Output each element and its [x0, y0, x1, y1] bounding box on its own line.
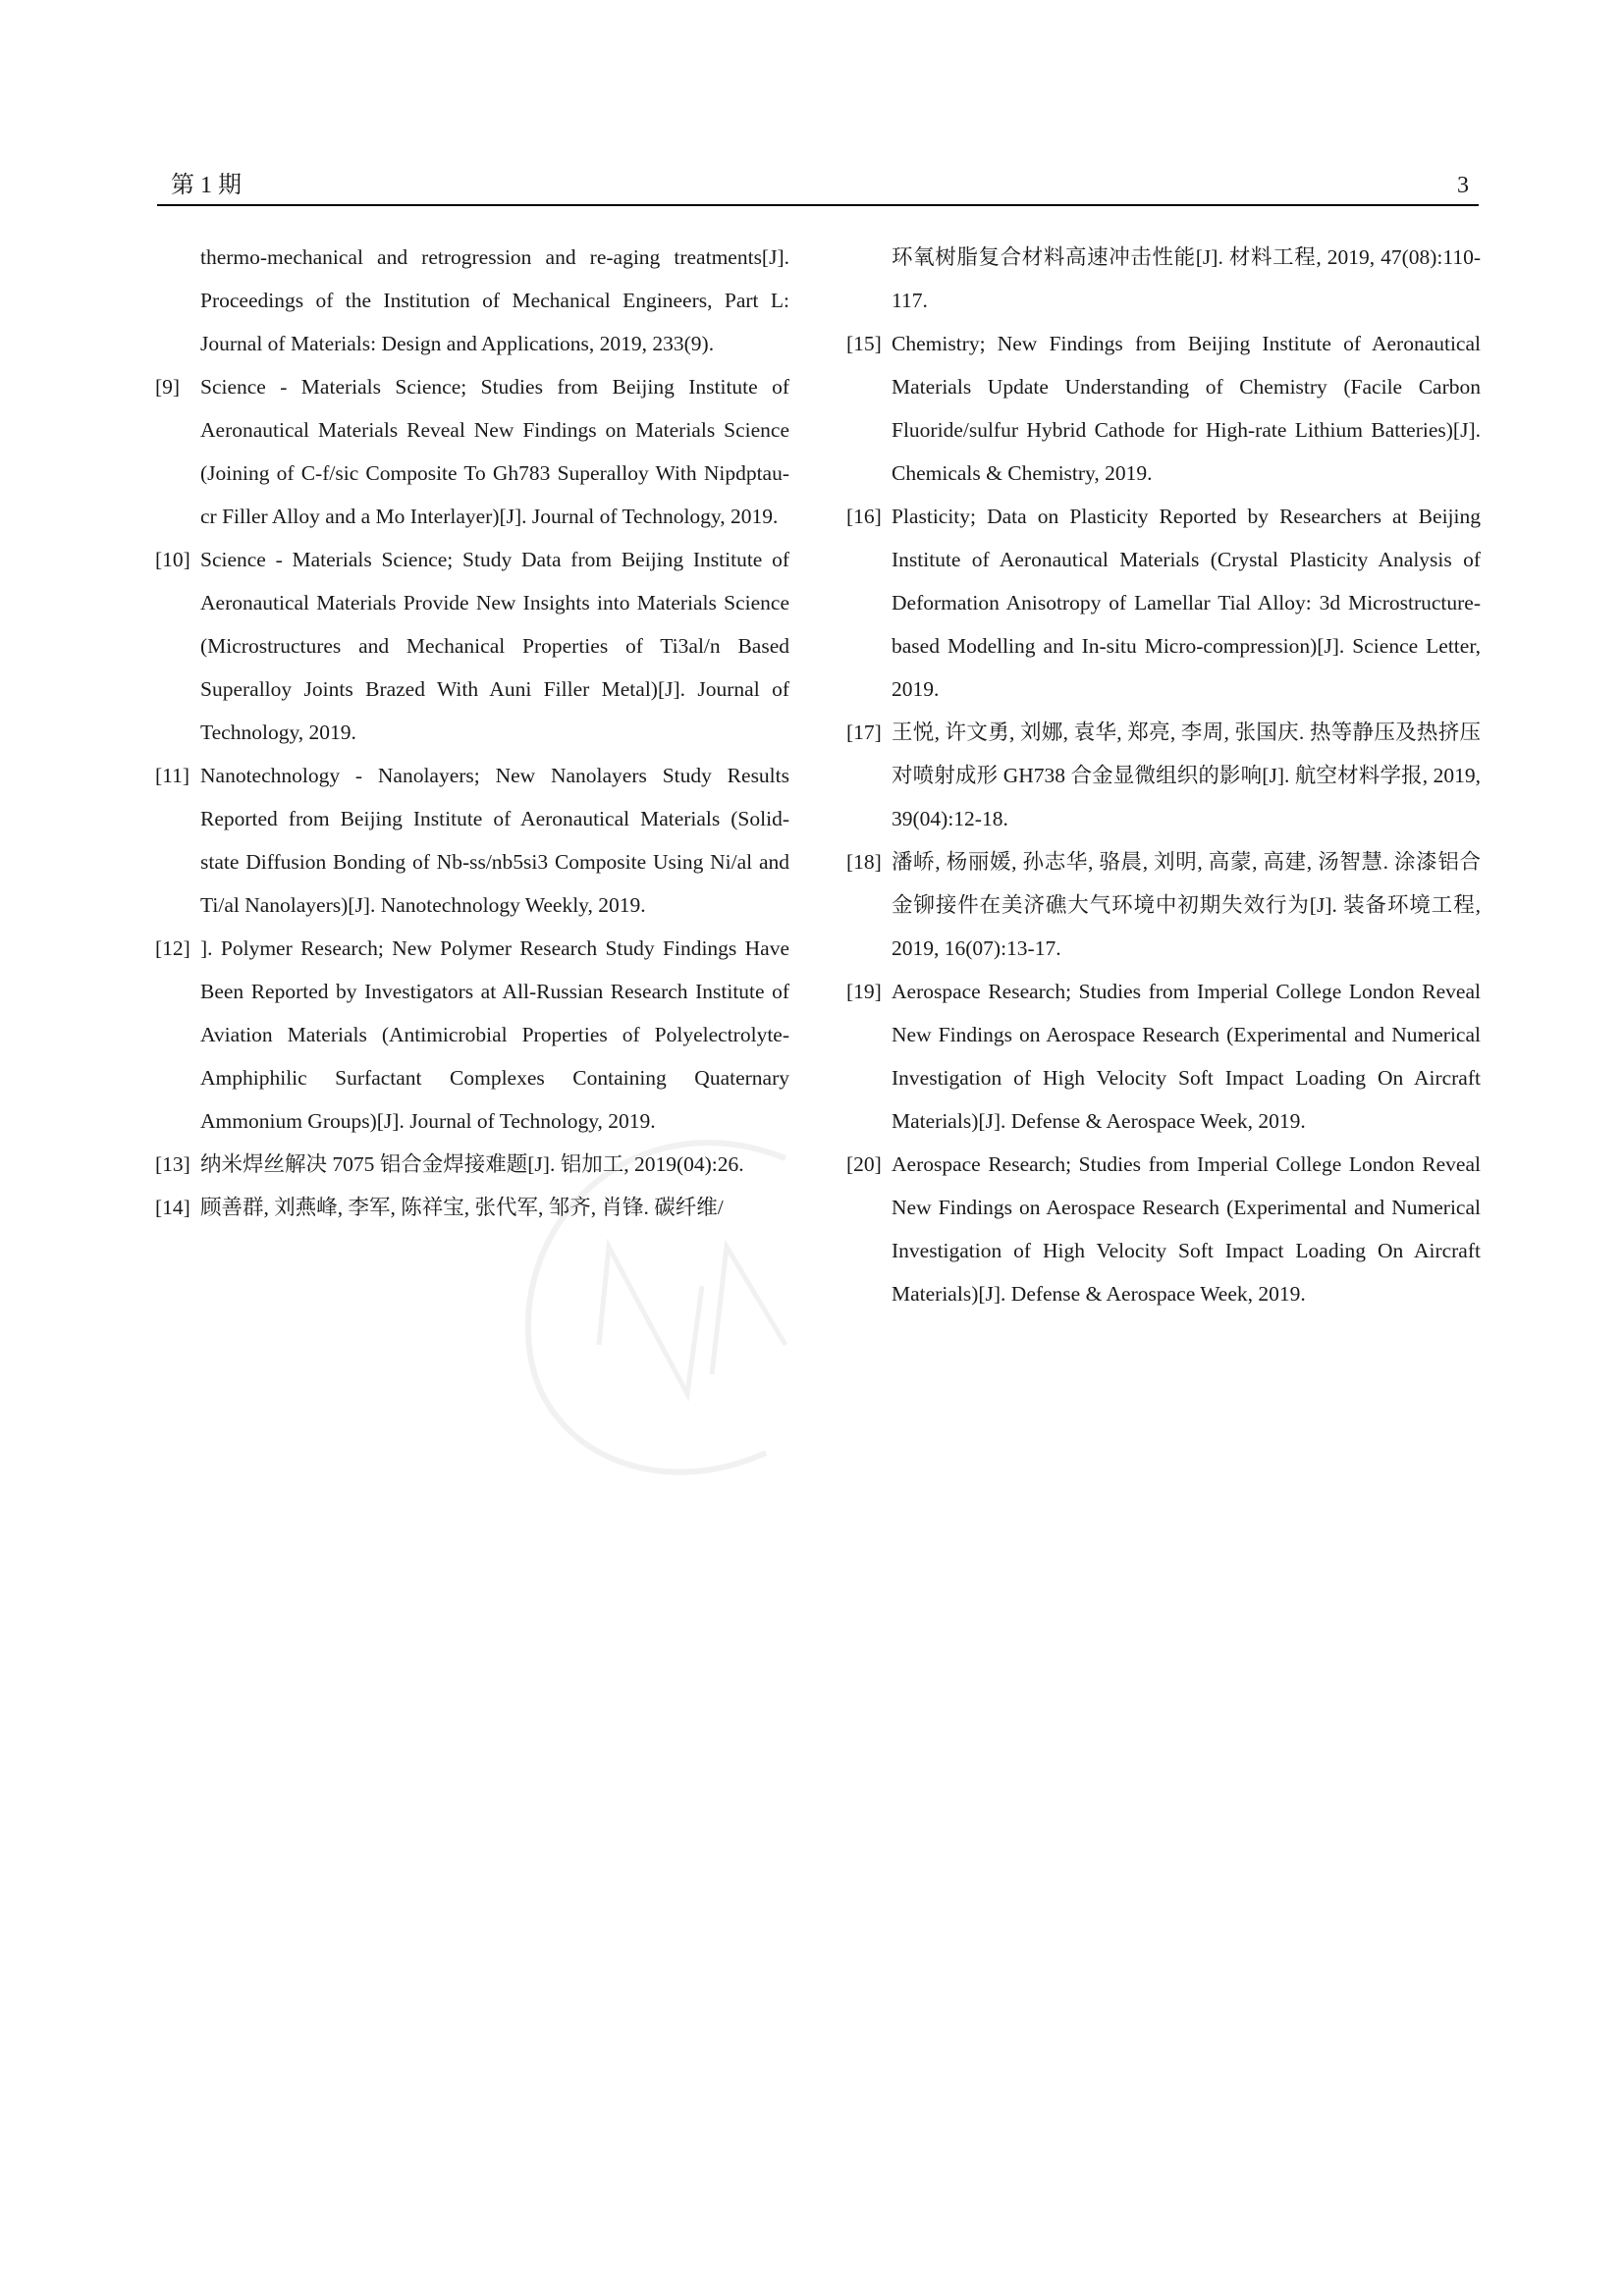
reference-item [846, 970, 1481, 1143]
reference-number: [15] [846, 332, 882, 355]
reference-continuation [846, 236, 1481, 322]
reference-text: Science - Materials Science; Studies from Beijing Institute of Aeronautical Materials Reveal New Findings on Materials Science (Joining of C-f/sic Composite To Gh783 Superalloy With Nipdptau-cr Filler Alloy and a Mo Interlayer)[J]. Journal of Technology, 2019. [200, 375, 789, 528]
reference-text: 顾善群, 刘燕峰, 李军, 陈祥宝, 张代军, 邹齐, 肖锋. 碳纤维/ [200, 1196, 724, 1219]
reference-item [846, 495, 1481, 711]
reference-text: Science - Materials Science; Study Data from Beijing Institute of Aeronautical Materials Provide New Insights into Materials Science (Microstructures and Mechanical Properties of Ti3al/n Based Superalloy Joints Brazed With Auni Filler Metal)[J]. Journal of Technology, 2019. [200, 548, 789, 744]
reference-continuation [155, 236, 789, 365]
reference-text: Plasticity; Data on Plasticity Reported by Researchers at Beijing Institute of Aeronautical Materials (Crystal Plasticity Analysis of Deformation Anisotropy of Lamellar Tial Alloy: 3d Microstructure-based Modelling and In-situ Micro-compression)[J]. Science Letter, 2019. [892, 505, 1481, 701]
reference-item [846, 322, 1481, 495]
reference-item [155, 365, 789, 538]
reference-text: ]. Polymer Research; New Polymer Research Study Findings Have Been Reported by Investigators at All-Russian Research Institute of Aviation Materials (Antimicrobial Properties of Polyelectrolyte-Amphiphilic Surfactant Complexes Containing Quaternary Ammonium Groups)[J]. Journal of Technology, 2019. [200, 936, 789, 1133]
reference-column-right [846, 236, 1481, 1315]
page-header [157, 171, 1479, 206]
page-number: 3 [1457, 173, 1469, 198]
reference-number: [10] [155, 548, 190, 571]
reference-number: [19] [846, 980, 882, 1003]
reference-text: Nanotechnology - Nanolayers; New Nanolayers Study Results Reported from Beijing Institute of Aeronautical Materials (Solid-state Diffusion Bonding of Nb-ss/nb5si3 Composite Using Ni/al and Ti/al Nanolayers)[J]. Nanotechnology Weekly, 2019. [200, 764, 789, 917]
reference-number: [9] [155, 375, 181, 399]
reference-number: [18] [846, 850, 882, 874]
reference-text: 潘峤, 杨丽媛, 孙志华, 骆晨, 刘明, 高蒙, 高建, 汤智慧. 涂漆铝合金铆接件在美济礁大气环境中初期失效行为[J]. 装备环境工程, 2019, 16(07):13-17. [892, 850, 1481, 960]
reference-item [155, 538, 789, 754]
reference-number: [12] [155, 936, 190, 960]
reference-item [155, 1143, 789, 1186]
reference-number: [13] [155, 1152, 190, 1176]
reference-text: Aerospace Research; Studies from Imperial College London Reveal New Findings on Aerospace Research (Experimental and Numerical Investigation of High Velocity Soft Impact Loading On Aircraft Materials)[J]. Defense & Aerospace Week, 2019. [892, 1152, 1481, 1306]
reference-text: 环氧树脂复合材料高速冲击性能[J]. 材料工程, 2019, 47(08):110-117. [892, 245, 1481, 312]
reference-number: [17] [846, 721, 882, 744]
reference-text: 王悦, 许文勇, 刘娜, 袁华, 郑亮, 李周, 张国庆. 热等静压及热挤压对喷射成形 GH738 合金显微组织的影响[J]. 航空材料学报, 2019, 39(04):12-18. [892, 721, 1481, 830]
reference-item [155, 754, 789, 927]
issue-label: 第 1 期 [171, 173, 242, 198]
reference-item [846, 711, 1481, 840]
reference-item [846, 840, 1481, 970]
reference-number: [20] [846, 1152, 882, 1176]
reference-number: [14] [155, 1196, 190, 1219]
reference-text: Chemistry; New Findings from Beijing Institute of Aeronautical Materials Update Understanding of Chemistry (Facile Carbon Fluoride/sulfur Hybrid Cathode for High-rate Lithium Batteries)[J]. Chemicals & Chemistry, 2019. [892, 332, 1481, 485]
reference-item [846, 1143, 1481, 1315]
reference-number [155, 236, 200, 365]
reference-item [155, 1186, 789, 1229]
reference-item [155, 927, 789, 1143]
reference-column-left [155, 236, 789, 1229]
reference-text: Aerospace Research; Studies from Imperial College London Reveal New Findings on Aerospace Research (Experimental and Numerical Investigation of High Velocity Soft Impact Loading On Aircraft Materials)[J]. Defense & Aerospace Week, 2019. [892, 980, 1481, 1133]
reference-number: [16] [846, 505, 882, 528]
reference-text: 纳米焊丝解决 7075 铝合金焊接难题[J]. 铝加工, 2019(04):26. [200, 1152, 744, 1176]
reference-number: [11] [155, 764, 190, 787]
reference-number [846, 236, 892, 322]
reference-text: thermo-mechanical and retrogression and re-aging treatments[J]. Proceedings of the Institution of Mechanical Engineers, Part L: Journal of Materials: Design and Applications, 2019, 233(9). [200, 245, 789, 355]
